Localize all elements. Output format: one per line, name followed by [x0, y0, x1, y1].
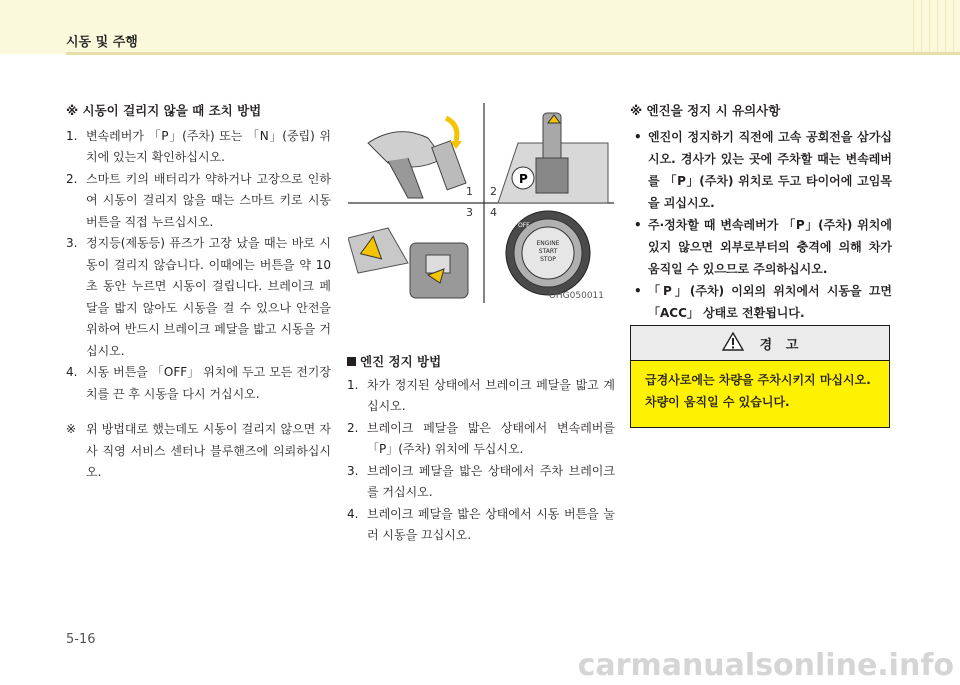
note-text: 위 방법대로 했는데도 시동이 걸리지 않으면 자사 직영 서비스 센터나 블루핸즈에 의뢰하십시오.	[86, 422, 331, 479]
list-item	[66, 362, 331, 405]
figure-label-3: 3	[466, 206, 473, 219]
caution-list	[630, 126, 892, 324]
figure-label-2: 2	[490, 185, 497, 198]
list-item	[66, 126, 331, 169]
header-divider	[66, 52, 960, 55]
figure-label-1: 1	[466, 185, 473, 198]
svg-text:P: P	[519, 172, 528, 186]
header-decoration	[906, 0, 960, 52]
list-item	[630, 214, 892, 280]
svg-text:START: START	[538, 248, 558, 255]
section-title: 시동 및 주행	[66, 35, 138, 50]
item-number: 4.	[347, 506, 359, 521]
engine-stop-heading	[347, 351, 615, 373]
list-item	[66, 233, 331, 362]
engine-stop-illustration	[348, 103, 614, 303]
item-text: 차가 정지된 상태에서 브레이크 페달을 밟고 계십시오.	[367, 377, 615, 413]
list-item	[347, 504, 615, 547]
list-item	[347, 418, 615, 461]
list-item	[347, 375, 615, 418]
figure-code: OHG050011	[548, 291, 604, 301]
list-item	[66, 169, 331, 234]
item-number: 3.	[66, 236, 78, 250]
warning-header	[631, 326, 889, 361]
caution-title: ※ 엔진을 정지 시 유의사항	[630, 103, 781, 118]
troubleshoot-section	[66, 100, 331, 484]
item-number: 1.	[66, 128, 78, 143]
parking-brake-panel	[348, 228, 468, 298]
item-text: 브레이크 페달을 밟은 상태에서 변속레버를 「P」(주차) 위치에 두십시오.	[367, 420, 615, 456]
brake-pedal-panel	[368, 118, 466, 198]
item-text: 시동 버튼을 「OFF」 위치에 두고 모든 전기장치를 끈 후 시동을 다시 거십시오.	[86, 365, 331, 401]
square-bullet-icon	[347, 357, 356, 366]
list-item	[630, 280, 892, 324]
note-mark: ※	[66, 422, 77, 436]
item-text: 정지등(제동등) 퓨즈가 고장 났을 때는 바로 시동이 걸리지 않습니다. 이때에는 버튼을 약 10초 동안 누르면 시동이 걸립니다. 브레이크 페달을 밟지 않아도 시동을 걸 수 있으나 안전을 위하여 반드시 브레이크 페달을 밟고 시동을 거십시오.	[86, 236, 331, 358]
bullet-text: 엔진이 정지하기 직전에 고속 공회전을 삼가십시오. 경사가 있는 곳에 주차할 때는 변속레버를 「P」(주차) 위치로 두고 타이어에 고임목을 괴십시오.	[648, 129, 892, 210]
item-number: 4.	[66, 365, 78, 379]
service-note	[66, 419, 331, 484]
item-text: 브레이크 페달을 밟은 상태에서 시동 버튼을 눌러 시동을 끄십시오.	[367, 506, 615, 542]
warning-triangle-icon	[722, 332, 744, 355]
caution-section	[630, 100, 892, 324]
list-item	[630, 126, 892, 214]
troubleshoot-title: ※ 시동이 걸리지 않을 때 조치 방법	[66, 103, 262, 118]
engine-stop-section	[347, 351, 615, 547]
engine-stop-title: 엔진 정지 방법	[360, 354, 442, 369]
warning-text: 급경사로에는 차량을 주차시키지 마십시오. 차량이 움직일 수 있습니다.	[631, 361, 889, 427]
bullet-icon: •	[634, 217, 642, 232]
svg-text:ENGINE: ENGINE	[536, 240, 560, 247]
svg-text:OFF: OFF	[518, 222, 530, 229]
bullet-text: 「P」(주차) 이외의 위치에서 시동을 끄면 「ACC」 상태로 전환됩니다.	[648, 283, 892, 320]
figure-label-4: 4	[490, 206, 497, 219]
watermark: carmanualsonline.info	[577, 648, 954, 683]
item-number: 3.	[347, 463, 359, 478]
page-number: 5-16	[66, 632, 96, 647]
bullet-icon: •	[634, 129, 642, 144]
warning-title: 경 고	[759, 337, 799, 353]
bullet-text: 주·정차할 때 변속레버가 「P」(주차) 위치에 있지 않으면 외부로부터의 충격에 의해 차가 움직일 수 있으므로 주의하십시오.	[648, 217, 892, 276]
bullet-icon: •	[634, 283, 642, 298]
warning-box	[630, 325, 890, 428]
list-item	[347, 461, 615, 504]
item-text: 브레이크 페달을 밟은 상태에서 주차 브레이크를 거십시오.	[367, 463, 615, 499]
engine-start-button-panel	[506, 211, 590, 295]
item-text: 스마트 키의 배터리가 약하거나 고장으로 인하여 시동이 걸리지 않을 때는 스마트 키로 시동 버튼을 직접 누르십시오.	[86, 171, 331, 229]
page-header	[0, 0, 960, 54]
item-number: 1.	[347, 377, 359, 392]
gear-shift-panel	[498, 113, 608, 203]
svg-text:STOP: STOP	[540, 256, 556, 263]
item-number: 2.	[66, 171, 78, 186]
item-text: 변속레버가 「P」(주차) 또는 「N」(중립) 위치에 있는지 확인하십시오.	[86, 128, 331, 164]
item-number: 2.	[347, 420, 359, 435]
